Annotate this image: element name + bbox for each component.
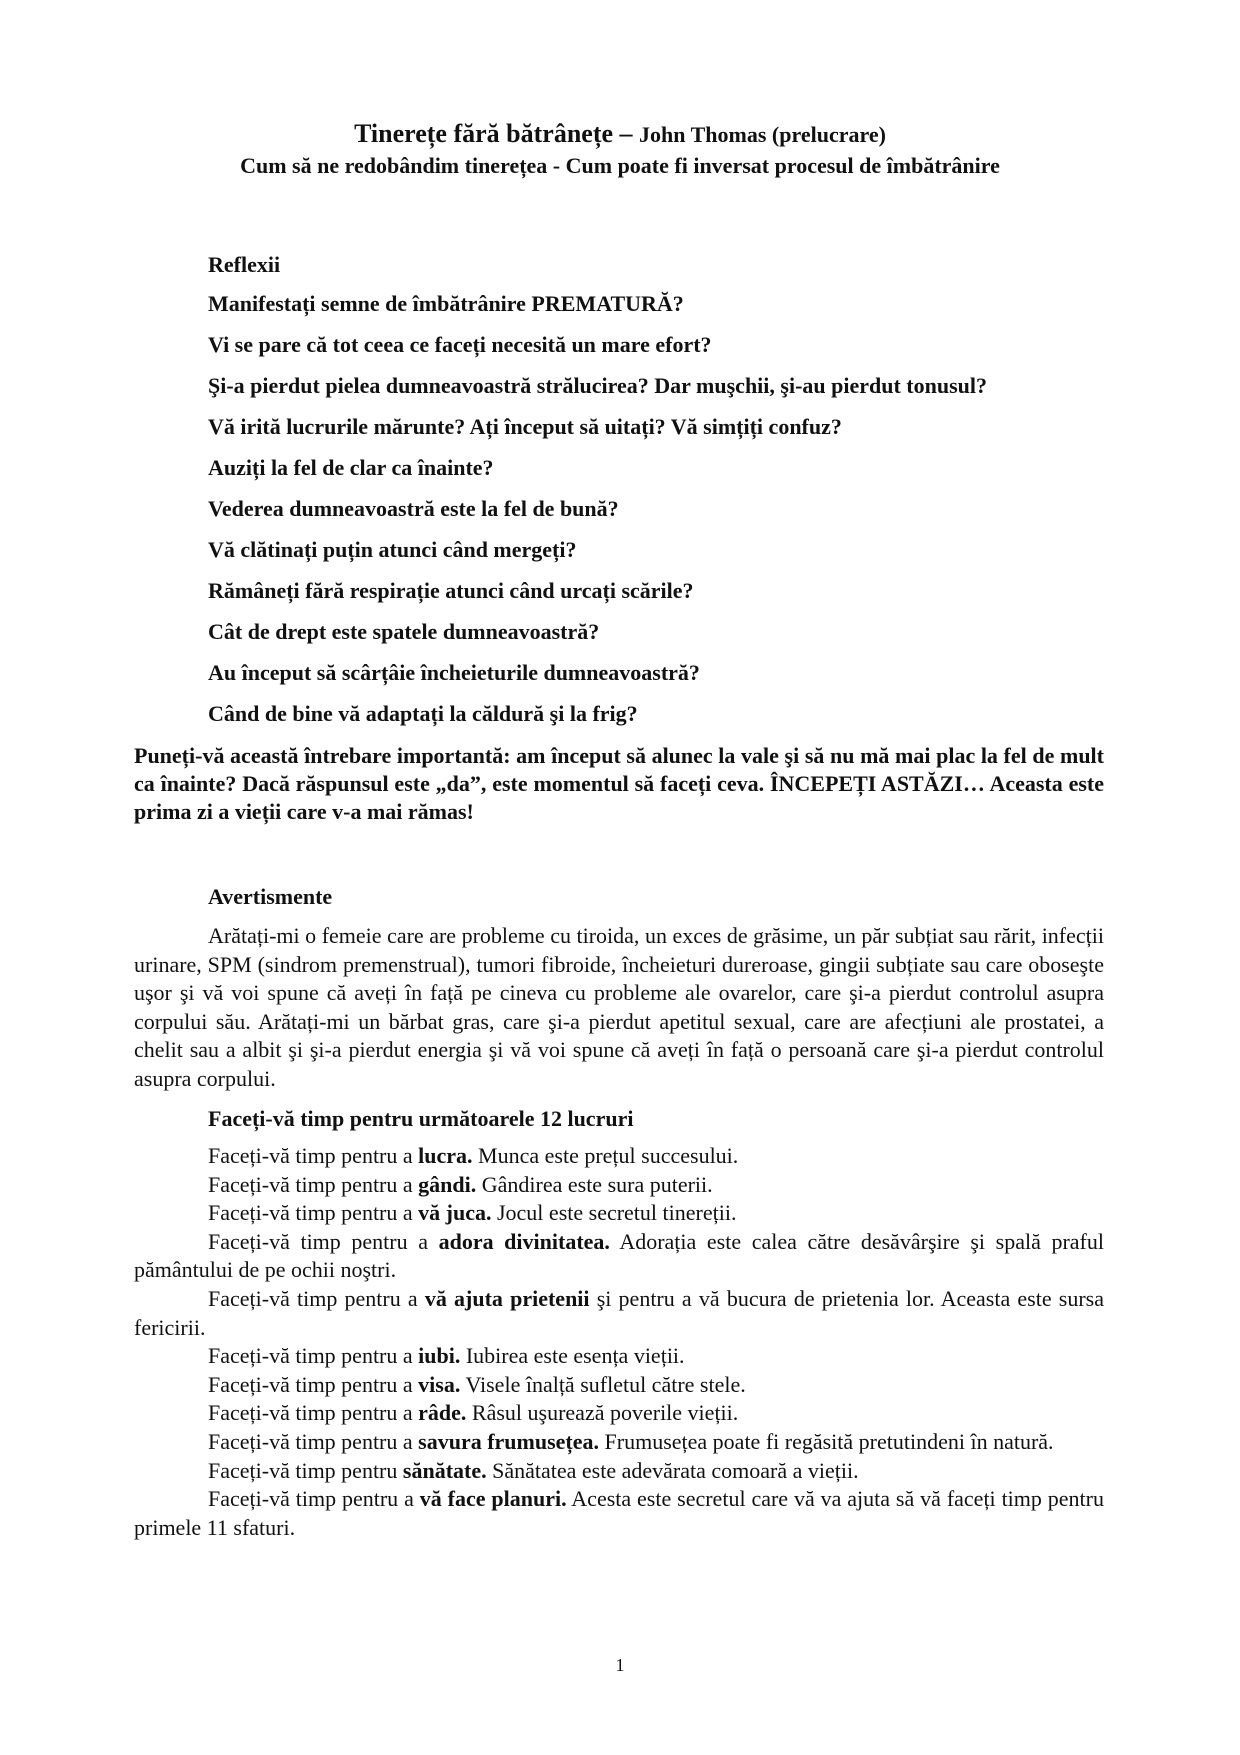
reflexii-question: Vă clătinați puțin atunci când mergeți? bbox=[208, 537, 577, 562]
tip-text: şi pentru a vă bucura de prietenia lor. Aceasta este sursa fericirii. bbox=[134, 1285, 1104, 1340]
reflexii-question: Şi-a pierdut pielea dumneavoastră strălucirea? Dar muşchii, şi-au pierdut tonusul? bbox=[208, 373, 988, 398]
tip-text: Adorația este calea către desăvârşire şi spală praful pământului de pe ochii noştri. bbox=[134, 1228, 1104, 1283]
reflexii-closing-paragraph: Puneți-vă această întrebare importantă: am început să alunec la vale şi să nu mă mai plac la fel de mult ca înainte? Dacă răspunsul este „da”, este momentul să faceți ceva. ÎNCEPEȚI ASTĂZI… Aceasta este prima zi a vieții care v-a mai rămas! bbox=[134, 743, 1104, 824]
tip-item bbox=[134, 1371, 1104, 1400]
tip-keyword: adora divinitatea. bbox=[438, 1228, 610, 1254]
tip-text: Faceți-vă timp pentru bbox=[208, 1457, 403, 1483]
tip-text: Jocul este secretul tinereții. bbox=[491, 1200, 737, 1226]
tip-item bbox=[134, 1199, 1104, 1228]
tip-item bbox=[134, 1457, 1104, 1486]
tip-item bbox=[134, 1142, 1104, 1171]
tip-keyword: visa. bbox=[418, 1371, 461, 1397]
document-header bbox=[0, 118, 1240, 181]
tip-text: Gândirea este sura puterii. bbox=[476, 1171, 713, 1197]
tip-keyword: vă face planuri. bbox=[419, 1486, 567, 1512]
tip-text: Visele înalță sufletul către stele. bbox=[460, 1371, 746, 1397]
tip-text: Faceți-vă timp pentru a bbox=[208, 1343, 419, 1369]
tip-text: Faceți-vă timp pentru a bbox=[208, 1228, 439, 1254]
tip-text: Faceți-vă timp pentru a bbox=[208, 1143, 419, 1168]
tips-heading: Faceți-vă timp pentru următoarele 12 lucruri bbox=[208, 1106, 634, 1131]
reflexii-question: Când de bine vă adaptați la căldură şi la frig? bbox=[208, 701, 638, 726]
tip-text: Râsul uşurează poverile vieții. bbox=[466, 1400, 739, 1426]
title-author: John Thomas (prelucrare) bbox=[639, 122, 886, 147]
avertismente-paragraph: Arătați-mi o femeie care are probleme cu tiroida, un exces de grăsime, un păr subțiat sau rărit, infecții urinare, SPM (sindrom premenstrual), tumori fibroide, încheieturi dureroase, gingii subțiate sau care oboseşte uşor şi vă voi spune că aveți în față pe cineva cu probleme ale ovarelor, care şi-a pierdut controlul asupra corpului său. Arătați-mi un bărbat gras, care şi-a pierdut apetitul sexual, care are afecțiuni ale prostatei, a chelit sau a albit şi şi-a pierdut energia şi vă voi spune că aveți în față o persoană care şi-a pierdut controlul asupra corpului. bbox=[134, 923, 1104, 1091]
tip-keyword: gândi. bbox=[418, 1171, 477, 1197]
reflexii-question: Vă irită lucrurile mărunte? Ați început să uitați? Vă simțiți confuz? bbox=[208, 414, 842, 439]
tip-text: Faceți-vă timp pentru a bbox=[208, 1400, 419, 1426]
tip-text: Acesta este secretul care vă va ajuta să vă faceți timp pentru primele 11 sfaturi. bbox=[134, 1486, 1104, 1540]
document-title bbox=[0, 118, 1240, 151]
reflexii-question: Manifestați semne de îmbătrânire PREMATURĂ? bbox=[208, 291, 684, 316]
tip-keyword: savura frumusețea. bbox=[418, 1428, 600, 1454]
reflexii-question: Auziți la fel de clar ca înainte? bbox=[208, 455, 494, 480]
document-subtitle: Cum să ne redobândim tinerețea - Cum poate fi inversat procesul de îmbătrânire bbox=[240, 153, 1000, 178]
tip-item bbox=[134, 1399, 1104, 1428]
tip-item bbox=[134, 1285, 1104, 1342]
reflexii-question: Au început să scârțâie încheieturile dumneavoastră? bbox=[208, 660, 700, 685]
tip-text: Faceți-vă timp pentru a bbox=[208, 1428, 419, 1454]
tip-text: Faceți-vă timp pentru a bbox=[208, 1371, 419, 1397]
tip-text: Faceți-vă timp pentru a bbox=[208, 1486, 420, 1512]
tip-text: Iubirea este esența vieții. bbox=[460, 1343, 685, 1369]
reflexii-section bbox=[208, 250, 1108, 740]
tip-item bbox=[134, 1485, 1104, 1542]
tip-text: Frumusețea poate fi regăsită pretutindeni în natură. bbox=[599, 1428, 1054, 1454]
avertismente-heading: Avertismente bbox=[208, 884, 333, 909]
tip-keyword: vă juca. bbox=[418, 1200, 492, 1226]
tip-keyword: iubi. bbox=[418, 1343, 461, 1369]
tip-keyword: râde. bbox=[418, 1400, 467, 1426]
tip-item bbox=[134, 1342, 1104, 1371]
reflexii-question: Rămâneți fără respirație atunci când urcați scările? bbox=[208, 578, 694, 603]
title-main: Tinerețe fără bătrânețe – bbox=[354, 119, 640, 148]
page-number: 1 bbox=[615, 1655, 625, 1675]
reflexii-heading: Reflexii bbox=[208, 252, 281, 277]
reflexii-question: Cât de drept este spatele dumneavoastră? bbox=[208, 619, 600, 644]
tip-item bbox=[134, 1428, 1104, 1457]
tip-text: Faceți-vă timp pentru a bbox=[208, 1285, 425, 1311]
tip-text: Sănătatea este adevărata comoară a vieții. bbox=[486, 1457, 859, 1483]
tip-text: Munca este prețul succesului. bbox=[472, 1143, 739, 1168]
tip-item bbox=[134, 1171, 1104, 1200]
reflexii-question: Vederea dumneavoastră este la fel de bună? bbox=[208, 496, 619, 521]
tip-text: Faceți-vă timp pentru a bbox=[208, 1171, 419, 1197]
tip-keyword: lucra. bbox=[418, 1143, 473, 1168]
tip-keyword: vă ajuta prietenii bbox=[424, 1285, 590, 1311]
tips-list bbox=[134, 1142, 1104, 1542]
tip-keyword: sănătate. bbox=[402, 1457, 487, 1483]
reflexii-question: Vi se pare că tot ceea ce faceți necesită un mare efort? bbox=[208, 332, 712, 357]
tip-item bbox=[134, 1228, 1104, 1285]
tip-text: Faceți-vă timp pentru a bbox=[208, 1200, 419, 1226]
